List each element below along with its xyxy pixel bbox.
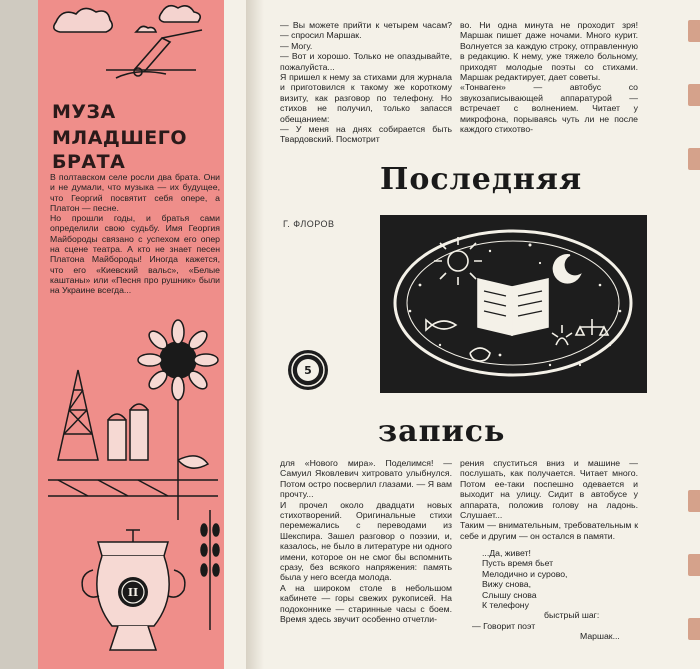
article-column-1-bottom: для «Нового мира». Поделимся! — Самуил Яковлевич хитровато улыбнулся. Потом остро посверлил глазами. — Я вам прочту... И прочел около двадцати новых стихотворений. Оригинальные стихи перемежались с переводами из Шекспира. Зашел разговор о поэзии, и, казалось, не было в литературе ни одного имени, которое он не смог бы вспомнить сразу, без всякого напряжения: память была у него всегда молода. А на широком столе в небольшом кабинете — горы свежих рукописей. На подоконнике — старинные часы с боем. Время здесь звучит особенно отчетли-: [280, 458, 452, 625]
poem-line: Мелодично и сурово,: [482, 568, 568, 579]
headline-bottom: запись: [378, 414, 506, 449]
zodiac-book-illustration: [380, 215, 647, 393]
poem-block: [470, 548, 640, 642]
samovar-medallion-number: II: [127, 586, 139, 599]
right-edge-tab: [688, 20, 700, 42]
right-edge-tab: [688, 148, 700, 170]
poem-line: Слышу снова: [482, 589, 537, 600]
left-margin-strip: [0, 0, 38, 669]
issue-number-badge: [286, 348, 330, 392]
poem-line: Вижу снова,: [482, 579, 532, 590]
article-column-2-bottom: рения спуститься вниз и машине — послушать, как получается. Читает много. Потом ее-таки поспешно одевается и выходит на улицу. Сидит в автобусе у аппарата, положив голову на ладонь. Слушает... Таким — внимательным, требовательным к себе и другим — он остался в памяти.: [460, 458, 638, 541]
sidebar-title-line1: МУЗА: [52, 101, 116, 123]
poem-line: Маршак...: [580, 631, 620, 642]
poem-line: — Говорит поэт: [472, 620, 536, 631]
zodiac-book-drawing: [380, 215, 647, 393]
sidebar-body-text: В полтавском селе росли два брата. Они и не думали, что музыка — их будущее, что Георгий посвятит себя опере, а Платон — песне. Но прошли годы, и братья сами определили свою судьбу. Имя Георгия Майбороды связано с успехом его опер на сцене театра. А кто не знает песен Платона Майбороды! Иногда кажется, что его «Киевский вальс», «Белые каштаны» или «Песня про рушник» были на Украине всегда...: [50, 172, 220, 296]
sunflower-samovar-illustration: [38, 310, 224, 669]
headline-top: Последняя: [380, 162, 583, 197]
right-edge-tab: [688, 618, 700, 640]
poem-line: быстрый шаг:: [544, 610, 600, 621]
right-edge-tab: [688, 84, 700, 106]
sidebar-panel: [38, 0, 224, 669]
badge-number-text: 5: [304, 364, 312, 377]
page-divider: [246, 0, 264, 669]
poem-line: ...Да, живет!: [482, 548, 531, 558]
poem-line: Пусть время бьет: [482, 558, 554, 569]
right-edge-tab: [688, 554, 700, 576]
clouds-plough-illustration: [46, 0, 222, 92]
article-column-1-top: — Вы можете прийти к четырем часам? — спросил Маршак. — Могу. — Вот и хорошо. Только не опаздывайте, пожалуйста... Я пришел к нему за стихами для журнала и приготовился к такому же короткому визиту, как разговор по телефону. Но стихов не получил, только запасся обещанием: — У меня на днях собирается быть Твардовский. Посмотрит: [280, 20, 452, 145]
article-column-2-top: во. Ни одна минута не проходит зря! Маршак пишет даже ночами. Много курит. Волнуется за каждую строку, отправленную в редакцию. К нему, уже тяжело больному, приходят молодые поэты со стихами. Маршак редактирует, дает советы. «Тонваген» — автобус со звукозаписывающей аппаратурой — встречает с волнением. Читает у микрофона, порываясь чуть ли не после каждого стихотво-: [460, 20, 638, 135]
author-byline: Г. ФЛОРОВ: [283, 219, 335, 229]
right-edge-tab: [688, 490, 700, 512]
sidebar-title-line2: МЛАДШЕГО БРАТА: [52, 127, 188, 173]
poem-line: К телефону: [482, 600, 529, 611]
